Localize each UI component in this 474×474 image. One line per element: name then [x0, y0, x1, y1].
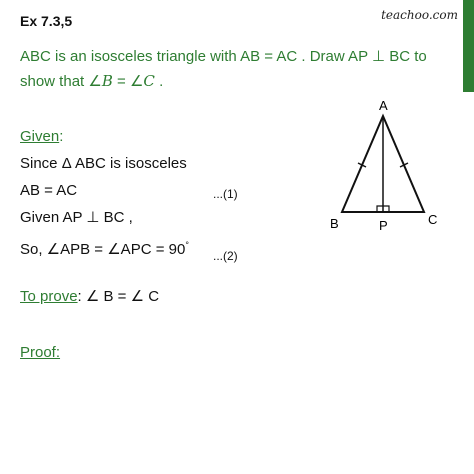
- vertex-label-a: A: [379, 98, 388, 113]
- vertex-label-b: B: [330, 216, 339, 231]
- angle-c-var: C: [143, 72, 155, 90]
- proof-heading: Proof:: [20, 344, 61, 361]
- problem-prefix: show that ∠: [20, 73, 102, 90]
- vertex-label-c: C: [428, 212, 438, 227]
- exercise-title: Ex 7.3,5: [20, 13, 73, 29]
- given-line-4: So, ∠APB = ∠APC = 90°: [20, 240, 189, 258]
- to-prove-line: To prove: ∠ B = ∠ C: [20, 288, 160, 305]
- problem-suffix: .: [159, 73, 164, 90]
- point-label-p: P: [379, 218, 388, 233]
- given-line-1: Since Δ ABC is isosceles: [20, 155, 187, 172]
- angle-b-var: B: [101, 72, 113, 90]
- given-heading: Given:: [20, 128, 64, 145]
- equation-ref-1: ...(1): [213, 187, 238, 201]
- teachoo-logo: teachoo.com: [381, 8, 458, 22]
- given-line-2: AB = AC: [20, 182, 78, 199]
- isosceles-triangle-figure: [318, 96, 448, 236]
- problem-line-2: [20, 72, 163, 91]
- problem-eq: = ∠: [117, 73, 144, 90]
- given-line-3: Given AP ⊥ BC ,: [20, 209, 133, 226]
- accent-bar: [463, 0, 474, 92]
- problem-line-1: ABC is an isosceles triangle with AB = AC . Draw AP ⊥ BC to: [20, 48, 427, 65]
- equation-ref-2: ...(2): [213, 249, 238, 263]
